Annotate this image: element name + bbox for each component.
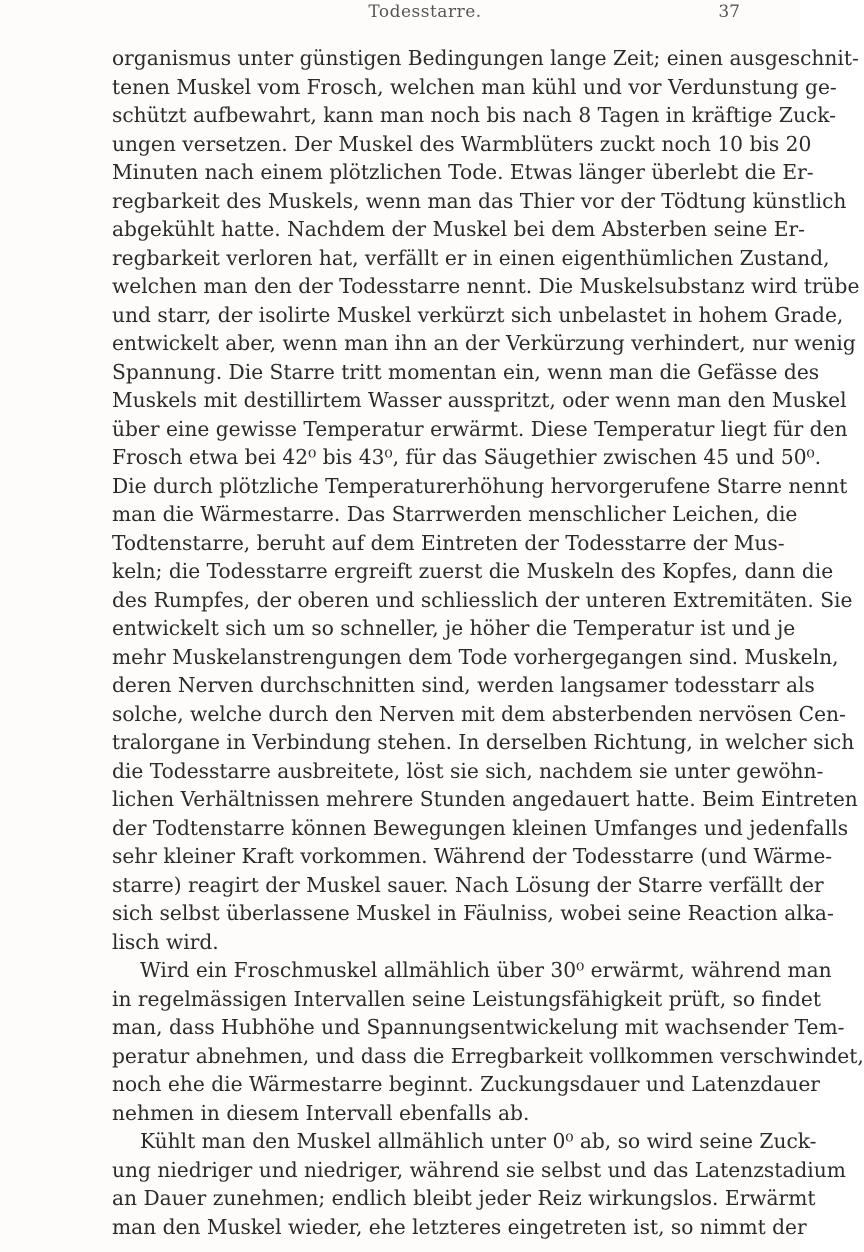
page-number: 37 (718, 2, 740, 22)
text-line: deren Nerven durchschnitten sind, werden langsamer todesstarr als (112, 673, 815, 697)
text-line: die Todesstarre ausbreitete, löst sie sich, nachdem sie unter gewöhn- (112, 758, 824, 783)
text-line: an Dauer zunehmen; endlich bleibt jeder Reiz wirkungslos. Erwärmt (112, 1186, 816, 1210)
text-line: man, dass Hubhöhe und Spannungsentwickelung mit wachsender Tem- (112, 1015, 845, 1039)
text-line: der Todtenstarre können Bewegungen kleinen Umfanges und jedenfalls (112, 815, 849, 840)
text-line: in regelmässigen Intervallen seine Leistungsfähigkeit prüft, so findet (112, 986, 821, 1011)
text-line: sich selbst überlassene Muskel in Fäulniss, wobei seine Reaction alka- (112, 901, 834, 925)
text-line: tenen Muskel vom Frosch, welchen man kühl und vor Verdunstung ge- (112, 74, 837, 99)
text-line: über eine gewisse Temperatur erwärmt. Diese Temperatur liegt für den (112, 416, 848, 441)
text-line: ungen versetzen. Der Muskel des Warmblüters zuckt noch 10 bis 20 (112, 131, 812, 156)
text-line: Muskels mit destillirtem Wasser ausspritzt, oder wenn man den Muskel (112, 388, 847, 412)
text-line: lisch wird. (112, 929, 219, 954)
body-text (112, 44, 864, 1241)
text-line: entwickelt aber, wenn man ihn an der Verkürzung verhindert, nur wenig (112, 331, 856, 355)
text-line: solche, welche durch den Nerven mit dem absterbenden nervösen Cen- (112, 701, 846, 726)
text-line: abgekühlt hatte. Nachdem der Muskel bei dem Absterben seine Er- (112, 217, 805, 241)
text-line: man die Wärmestarre. Das Starrwerden menschlicher Leichen, die (112, 502, 798, 526)
text-line: Minuten nach einem plötzlichen Tode. Etwas länger überlebt die Er- (112, 160, 814, 184)
text-line: Frosch etwa bei 42⁰ bis 43⁰, für das Säugethier zwischen 45 und 50⁰. (112, 445, 822, 469)
text-line: Die durch plötzliche Temperaturerhöhung hervorgerufene Starre nennt (112, 473, 848, 498)
text-line: Kühlt man den Muskel allmählich unter 0⁰ ab, so wird seine Zuck- (140, 1129, 817, 1153)
text-line: regbarkeit verloren hat, verfällt er in einen eigenthümlichen Zustand, (112, 245, 830, 270)
text-line: welchen man den der Todesstarre nennt. Die Muskelsubstanz wird trübe (112, 274, 860, 298)
text-line: keln; die Todesstarre ergreift zuerst die Muskeln des Kopfes, dann die (112, 559, 834, 583)
running-header (110, 2, 740, 30)
text-line: organismus unter günstigen Bedingungen lange Zeit; einen ausgeschnit- (112, 46, 859, 70)
text-line: des Rumpfes, der oberen und schliesslich der unteren Extremitäten. Sie (112, 587, 853, 612)
text-line: starre) reagirt der Muskel sauer. Nach Lösung der Starre verfällt der (112, 872, 824, 897)
text-line: entwickelt sich um so schneller, je höher die Temperatur ist und je (112, 616, 796, 640)
text-line: tralorgane in Verbindung stehen. In derselben Richtung, in welcher sich (112, 730, 855, 754)
text-line: nehmen in diesem Intervall ebenfalls ab. (112, 1100, 530, 1125)
text-line: noch ehe die Wärmestarre beginnt. Zuckungsdauer und Latenzdauer (112, 1072, 820, 1096)
text-line: Wird ein Froschmuskel allmählich über 30⁰ erwärmt, während man (140, 958, 832, 982)
text-line: ung niedriger und niedriger, während sie selbst und das Latenzstadium (112, 1157, 846, 1182)
text-line: Todtenstarre, beruht auf dem Eintreten der Todesstarre der Mus- (112, 530, 785, 555)
text-line: sehr kleiner Kraft vorkommen. Während der Todesstarre (und Wärme- (112, 844, 833, 868)
text-line: man den Muskel wieder, ehe letzteres eingetreten ist, so nimmt der (112, 1214, 807, 1239)
text-line: Spannung. Die Starre tritt momentan ein, wenn man die Gefässe des (112, 359, 820, 384)
text-line: peratur abnehmen, und dass die Erregbarkeit vollkommen verschwindet, (112, 1043, 864, 1068)
text-line: regbarkeit des Muskels, wenn man das Thier vor der Tödtung künstlich (112, 188, 847, 213)
text-line: mehr Muskelanstrengungen dem Tode vorhergegangen sind. Muskeln, (112, 644, 839, 669)
text-line: schützt aufbewahrt, kann man noch bis nach 8 Tagen in kräftige Zuck- (112, 103, 836, 127)
text-line: lichen Verhältnissen mehrere Stunden angedauert hatte. Beim Eintreten (112, 787, 858, 811)
text-line: und starr, der isolirte Muskel verkürzt sich unbelastet in hohem Grade, (112, 302, 844, 327)
running-header-title: Todesstarre. (368, 2, 482, 22)
